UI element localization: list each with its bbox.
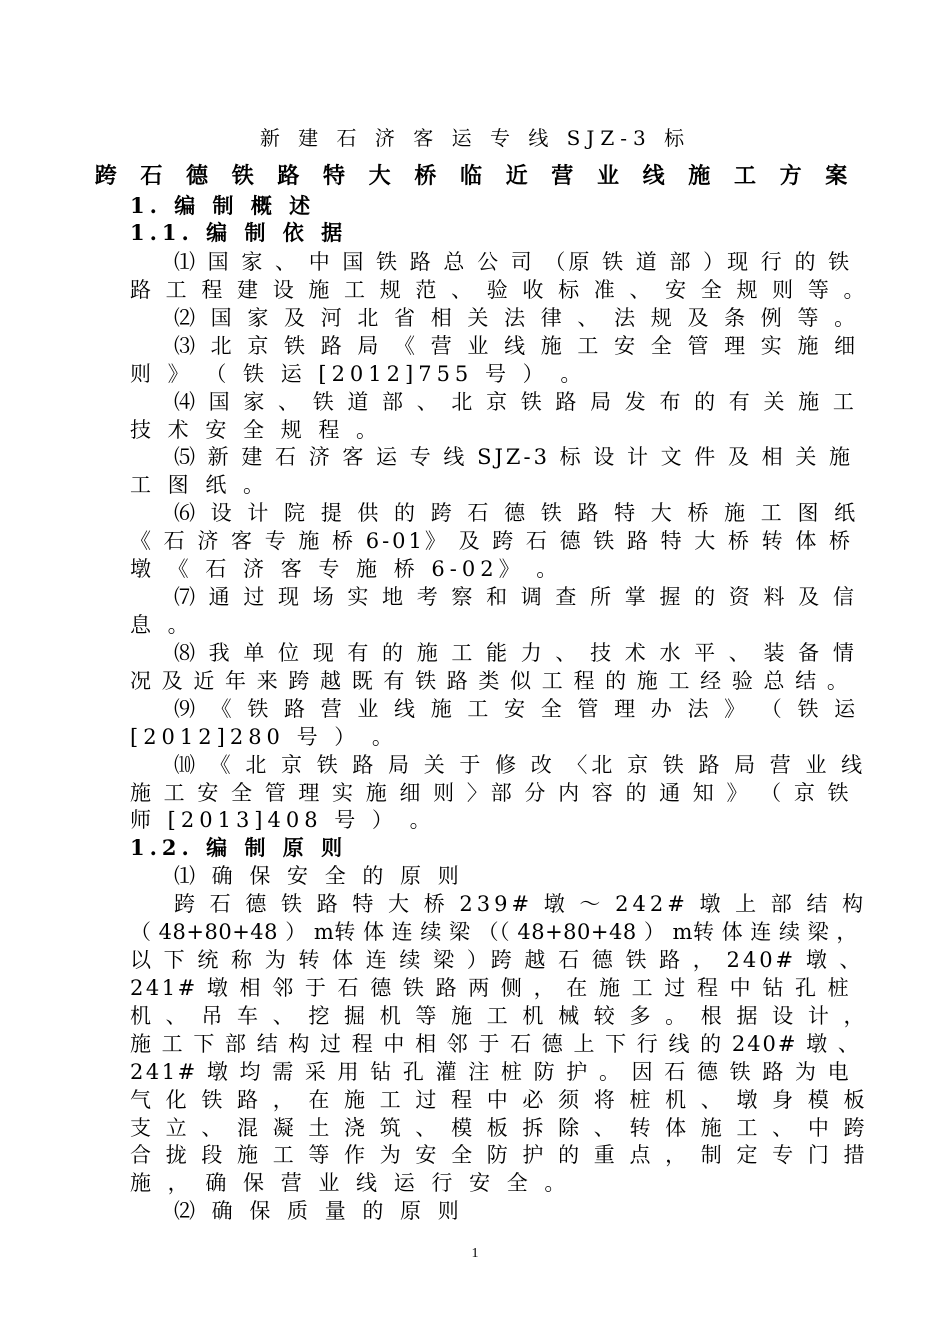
paragraph-line: ⑹ 设 计 院 提 供 的 跨 石 德 铁 路 特 大 桥 施 工 图 纸 (174, 501, 860, 525)
paragraph-line: （ 48+80+48 ） m转 体 连 续 梁 （（ 48+80+48 ） m转 体 连 续 梁 ， (130, 920, 858, 944)
paragraph-line: ⑵ 国 家 及 河 北 省 相 关 法 律 、 法 规 及 条 例 等 。 (174, 306, 860, 330)
paragraph-line: 241# 墩 相 邻 于 石 德 铁 路 两 侧 ， 在 施 工 过 程 中 钻 孔 桩 (130, 976, 852, 1000)
paragraph-line: ⑺ 通 过 现 场 实 地 考 察 和 调 查 所 掌 握 的 资 料 及 信 (174, 585, 858, 609)
paragraph-line: ⑼ 《 铁 路 营 业 线 施 工 安 全 管 理 办 法 》 （ 铁 运 (174, 697, 860, 721)
paragraph-line: 《 石 济 客 专 施 桥 6-01》 及 跨 石 德 铁 路 特 大 桥 转 体 桥 (130, 529, 854, 553)
paragraph-line: [2012]280 号 ） 。 (130, 725, 398, 749)
paragraph-line: 墩 《 石 济 客 专 施 桥 6-02》 。 (130, 557, 563, 581)
paragraph-line: 工 图 纸 。 (130, 473, 270, 497)
paragraph-line: ⑴ 国 家 、 中 国 铁 路 总 公 司 （原 铁 道 部 ）现 行 的 铁 (174, 250, 853, 274)
paragraph-line: 技 术 安 全 规 程 。 (130, 418, 383, 442)
paragraph-line: 路 工 程 建 设 施 工 规 范 、 验 收 标 准 、 安 全 规 则 等 。 (130, 278, 869, 302)
paragraph-line: 息 。 (130, 613, 194, 637)
section-heading-1: 1. 编 制 概 述 (130, 193, 316, 218)
paragraph-line: 况 及 近 年 来 跨 越 既 有 铁 路 类 似 工 程 的 施 工 经 验 总 结 。 (130, 669, 850, 693)
document-title: 跨 石 德 铁 路 特 大 桥 临 近 营 业 线 施 工 方 案 (94, 163, 856, 189)
paragraph-line: 机 、 吊 车 、 挖 掘 机 等 施 工 机 械 较 多 。 根 据 设 计 ， (130, 1004, 869, 1028)
paragraph-line: 以 下 统 称 为 转 体 连 续 梁 ）跨 越 石 德 铁 路 ， 240# 墩 、 (130, 948, 864, 972)
section-heading-1-1: 1.1. 编 制 依 据 (130, 220, 348, 245)
paragraph-line: ⑸ 新 建 石 济 客 运 专 线 SJZ-3 标 设 计 文 件 及 相 关 施 (174, 445, 854, 469)
paragraph-line: 施 工 安 全 管 理 实 施 细 则 〉部 分 内 容 的 通 知 》 （ 京 铁 (130, 781, 852, 805)
paragraph-line: 施 ， 确 保 营 业 线 运 行 安 全 。 (130, 1171, 571, 1195)
section-heading-1-2: 1.2. 编 制 原 则 (130, 835, 348, 860)
paragraph-line: ⑵ 确 保 质 量 的 原 则 (174, 1199, 464, 1223)
paragraph-line: 气 化 铁 路 ， 在 施 工 过 程 中 必 须 将 桩 机 、 墩 身 模 板 (130, 1088, 869, 1112)
paragraph-line: 师 [2013]408 号 ） 。 (130, 808, 436, 832)
paragraph-line: 241# 墩 均 需 采 用 钻 孔 灌 注 桩 防 护 。 因 石 德 铁 路 为 电 (130, 1060, 852, 1084)
paragraph-line: 支 立 、 混 凝 土 浇 筑 、 模 板 拆 除 、 转 体 施 工 、 中 跨 (130, 1116, 869, 1140)
paragraph-line: 跨 石 德 铁 路 特 大 桥 239# 墩 ～ 242# 墩 上 部 结 构 (174, 892, 868, 916)
page-number: 1 (471, 1246, 479, 1261)
paragraph-line: 合 拢 段 施 工 等 作 为 安 全 防 护 的 重 点 ， 制 定 专 门 措 (130, 1143, 869, 1167)
paragraph-line: ⑶ 北 京 铁 路 局 《 营 业 线 施 工 安 全 管 理 实 施 细 (174, 334, 860, 358)
document-subtitle: 新 建 石 济 客 运 专 线 SJZ-3 标 (259, 126, 691, 150)
paragraph-line: ⑽ 《 北 京 铁 路 局 关 于 修 改 〈北 京 铁 路 局 营 业 线 (174, 753, 867, 777)
paragraph-line: ⑻ 我 单 位 现 有 的 施 工 能 力 、 技 术 水 平 、 装 备 情 (174, 641, 858, 665)
paragraph-line: 施 工 下 部 结 构 过 程 中 相 邻 于 石 德 上 下 行 线 的 240# 墩 、 (130, 1032, 861, 1056)
paragraph-line: ⑷ 国 家 、 铁 道 部 、 北 京 铁 路 局 发 布 的 有 关 施 工 (174, 390, 858, 414)
paragraph-line: 则 》 （ 铁 运 [2012]755 号 ） 。 (130, 362, 587, 386)
paragraph-line: ⑴ 确 保 安 全 的 原 则 (174, 864, 464, 888)
